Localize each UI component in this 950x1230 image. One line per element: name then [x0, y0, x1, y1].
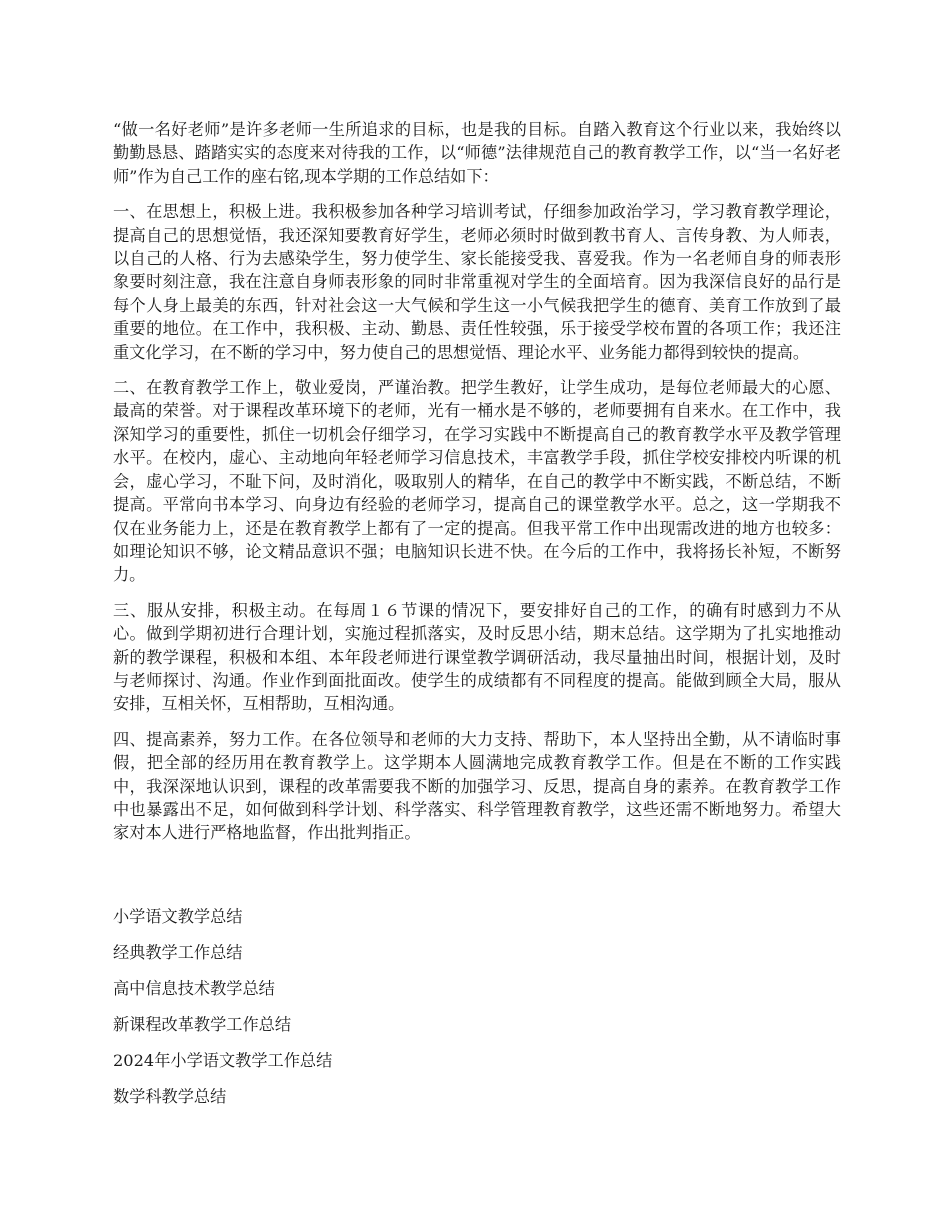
section-1-paragraph: 一、在思想上，积极上进。我积极参加各种学习培训考试，仔细参加政治学习，学习教育教学理论，提高自己的思想觉悟，我还深知要教育好学生，老师必须时时做到教书育人、言传身教、为人师表，以自己的人格、行为去感染学生，努力使学生、家长能接受我、喜爱我。作为一名老师自身的师表形象要时刻注意，我在注意自身师表形象的同时非常重视对学生的全面培育。因为我深信良好的品行是每个人身上最美的东西，针对社会这一大气候和学生这一小气候我把学生的德育、美育工作放到了最重要的地位。在工作中，我积极、主动、勤恳、责任性较强，乐于接受学校布置的各项工作；我还注重文化学习，在不断的学习中，努力使自己的思想觉悟、理论水平、业务能力都得到较快的提高。 [113, 202, 841, 362]
related-link-1[interactable]: 小学语文教学总结 [113, 907, 243, 926]
related-link-6[interactable]: 数学科教学总结 [113, 1087, 227, 1106]
section-2-paragraph: 二、在教育教学工作上，敬业爱岗，严谨治教。把学生教好，让学生成功，是每位老师最大的心愿、最高的荣誉。对于课程改革环境下的老师，光有一桶水是不够的，老师要拥有自来水。在工作中，我深知学习的重要性，抓住一切机会仔细学习，在学习实践中不断提高自己的教育教学水平及教学管理水平。在校内，虚心、主动地向年轻老师学习信息技术，丰富教学手段，抓住学校安排校内听课的机会，虚心学习，不耻下问，及时消化，吸取别人的精华，在自己的教学中不断实践，不断总结，不断提高。平常向书本学习、向身边有经验的老师学习，提高自己的课堂教学水平。总之，这一学期我不仅在业务能力上，还是在教育教学上都有了一定的提高。但我平常工作中出现需改进的地方也较多：如理论知识不够，论文精品意识不强；电脑知识长进不快。在今后的工作中，我将扬长补短，不断努力。 [113, 378, 841, 585]
document-body [113, 118, 841, 857]
related-link-3[interactable]: 高中信息技术教学总结 [113, 979, 275, 998]
related-link-4[interactable]: 新课程改革教学工作总结 [113, 1015, 292, 1034]
section-3-paragraph: 三、服从安排，积极主动。在每周１６节课的情况下，要安排好自己的工作，的确有时感到力不从心。做到学期初进行合理计划，实施过程抓落实，及时反思小结，期末总结。这学期为了扎实地推动新的教学课程，积极和本组、本年段老师进行课堂教学调研活动，我尽量抽出时间，根据计划，及时与老师探讨、沟通。作业作到面批面改。使学生的成绩都有不同程度的提高。能做到顾全大局，服从安排，互相关怀，互相帮助，互相沟通。 [113, 600, 841, 714]
related-link-5[interactable]: 2024年小学语文教学工作总结 [113, 1051, 333, 1070]
related-links-list [113, 905, 813, 1121]
intro-paragraph: “做一名好老师”是许多老师一生所追求的目标，也是我的目标。自踏入教育这个行业以来，我始终以勤勤恳恳、踏踏实实的态度来对待我的工作，以“师德”法律规范自己的教育教学工作，以“当一名好老师”作为自己工作的座右铭,现本学期的工作总结如下： [113, 120, 841, 186]
related-link-2[interactable]: 经典教学工作总结 [113, 943, 243, 962]
section-4-paragraph: 四、提高素养，努力工作。在各位领导和老师的大力支持、帮助下，本人坚持出全勤，从不请临时事假，把全部的经历用在教育教学上。这学期本人圆满地完成教育教学工作。但是在不断的工作实践中，我深深地认识到，课程的改革需要我不断的加强学习、反思，提高自身的素养。在教育教学工作中也暴露出不足，如何做到科学计划、科学落实、科学管理教育教学，这些还需不断地努力。希望大家对本人进行严格地监督，作出批判指正。 [113, 729, 841, 843]
